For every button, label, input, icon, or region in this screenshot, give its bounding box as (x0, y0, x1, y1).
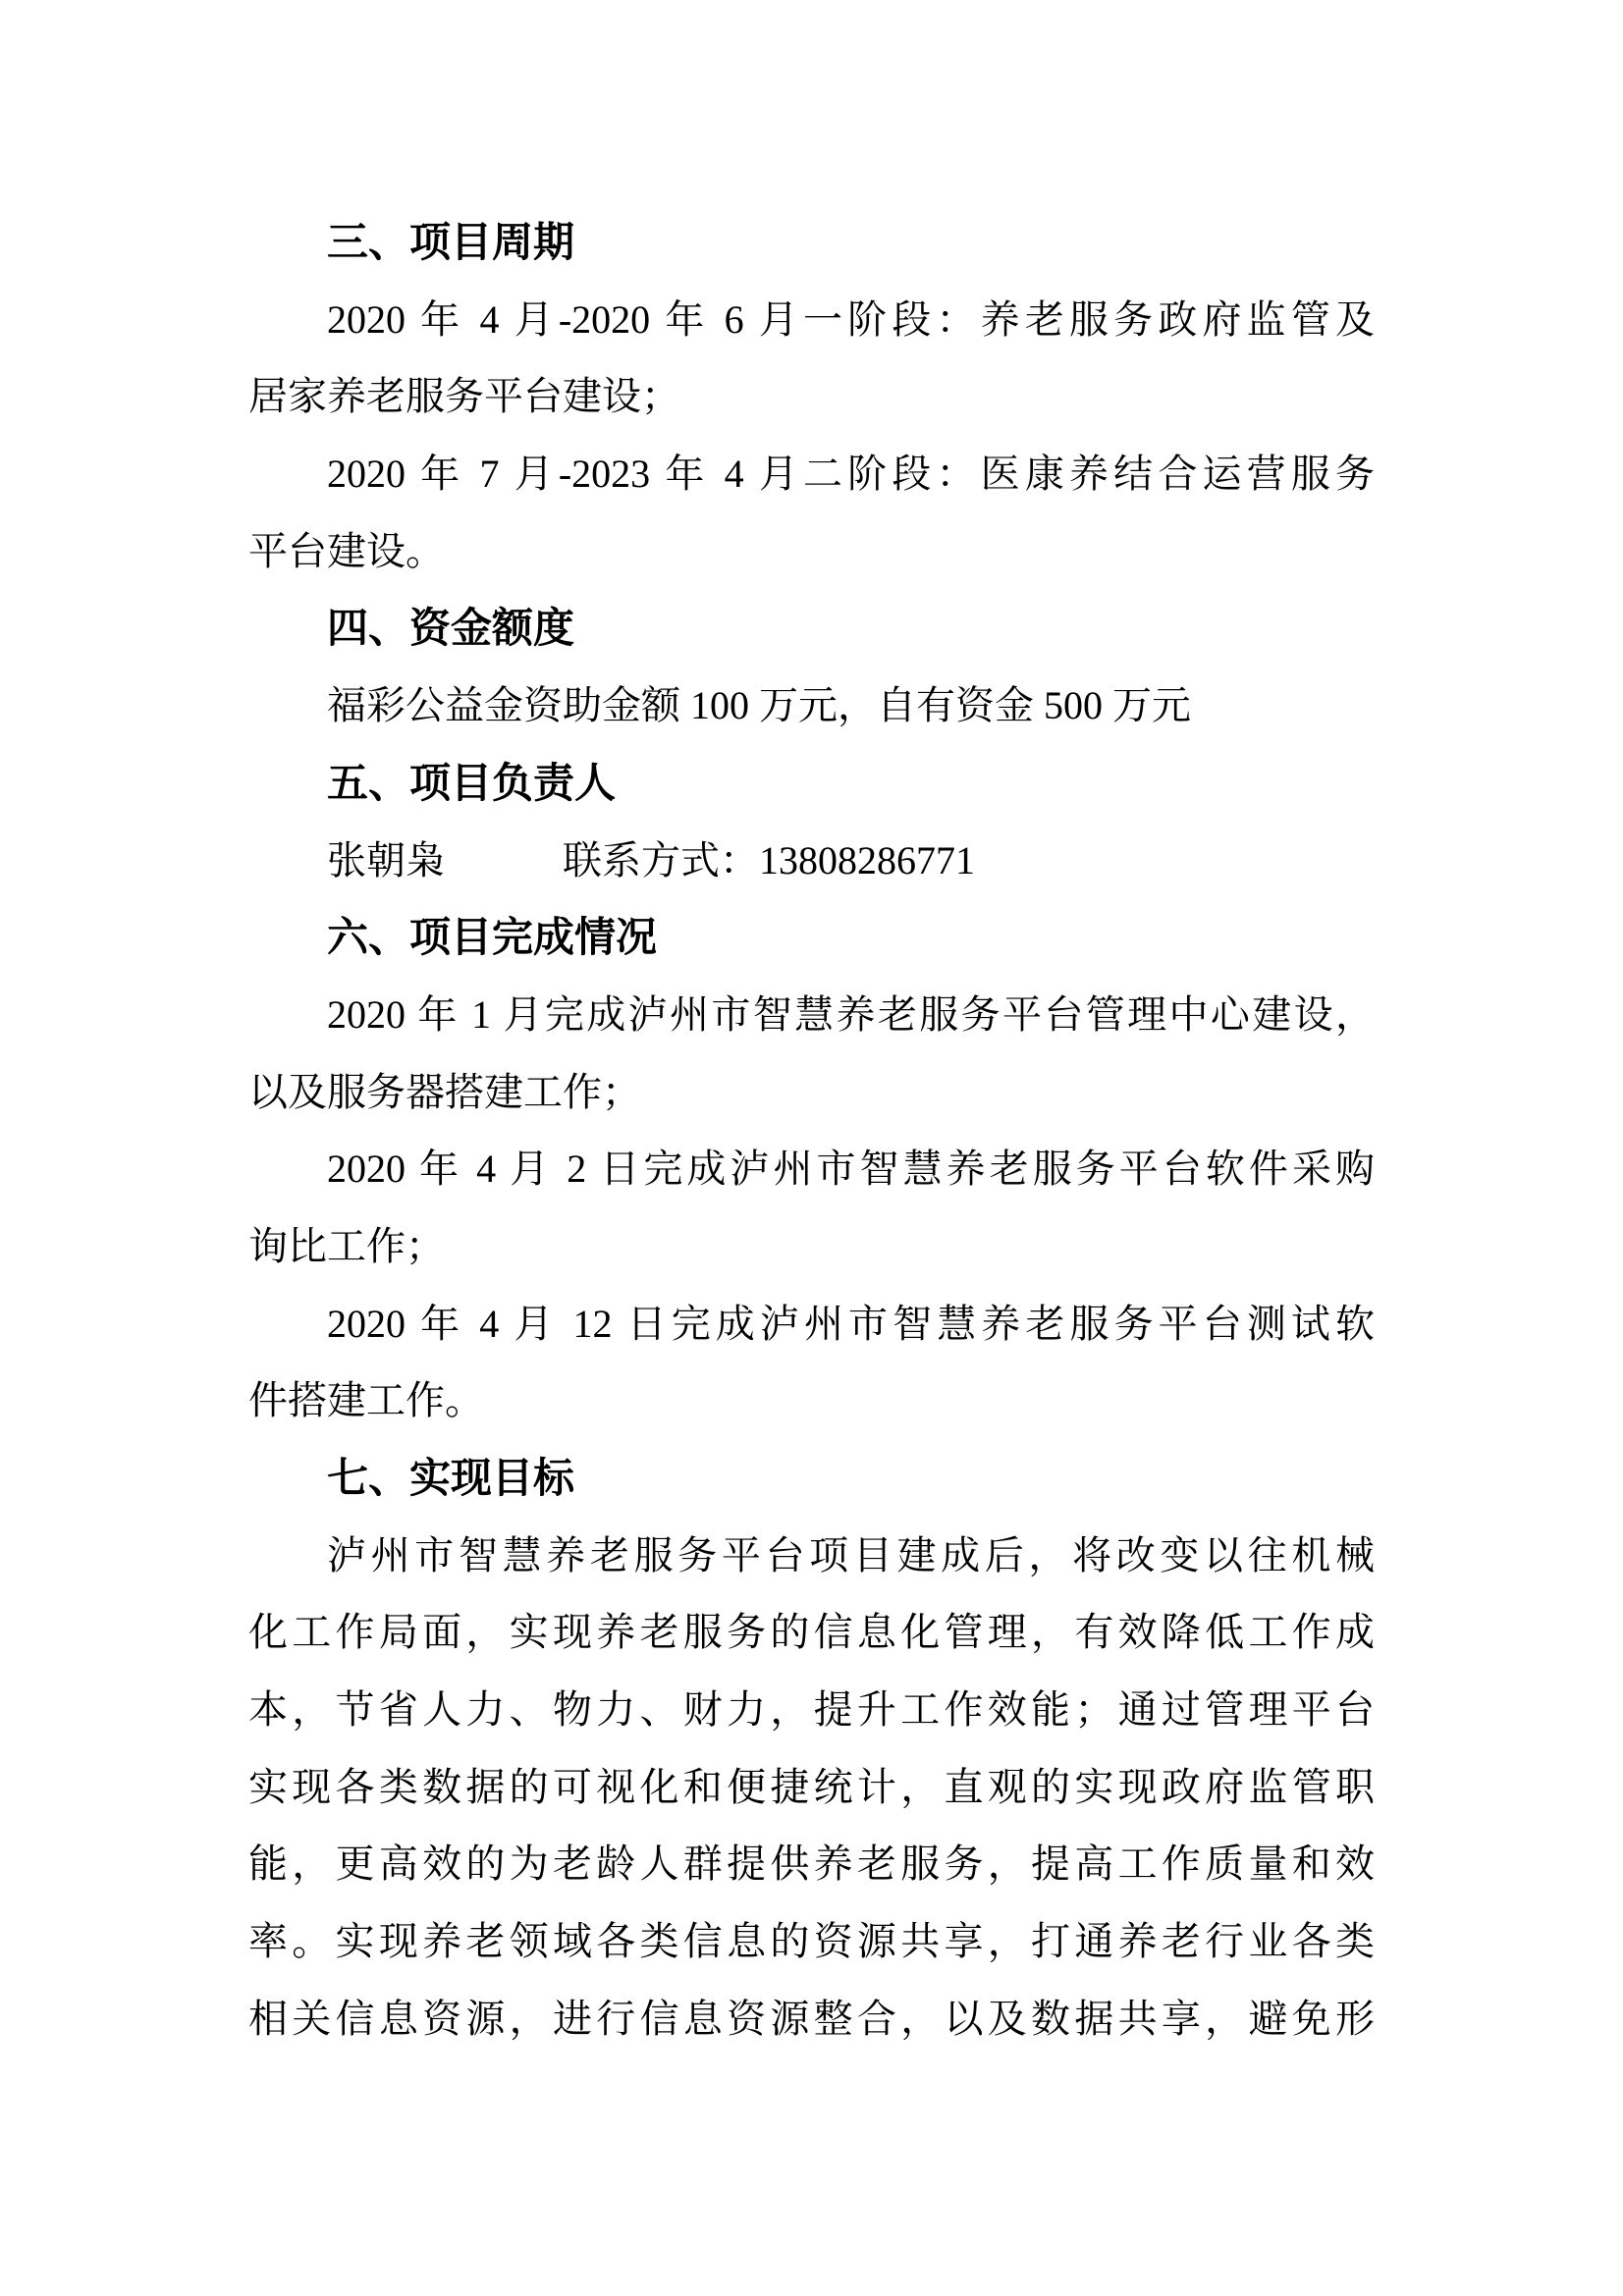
text-line: 2020 年 4 月 2 日完成泸州市智慧养老服务平台软件采购 (327, 1147, 1375, 1192)
text-line: 实现各类数据的可视化和便捷统计，直观的实现政府监管职 (248, 1764, 1375, 1809)
text-line: 率。实现养老领域各类信息的资源共享，打通养老行业各类 (248, 1919, 1375, 1964)
section-heading: 三、项目周期 (327, 219, 575, 265)
text-line: 件搭建工作。 (248, 1378, 484, 1423)
text-line: 2020 年 4 月-2020 年 6 月一阶段：养老服务政府监管及 (327, 296, 1375, 342)
text-line: 居家养老服务平台建设； (248, 374, 680, 419)
document-body (248, 204, 1375, 2058)
section-heading: 七、实现目标 (327, 1455, 575, 1501)
text-line: 2020 年 7 月-2023 年 4 月二阶段：医康养结合运营服务 (327, 452, 1375, 497)
text-line: 福彩公益金资助金额 100 万元，自有资金 500 万元 (327, 683, 1191, 728)
section-heading: 五、项目负责人 (327, 759, 617, 806)
text-line: 以及服务器搭建工作； (248, 1069, 641, 1114)
text-line: 本，节省人力、物力、财力，提升工作效能；通过管理平台 (248, 1687, 1375, 1733)
text-line: 泸州市智慧养老服务平台项目建成后，将改变以往机械 (327, 1532, 1375, 1577)
text-line: 能，更高效的为老龄人群提供养老服务，提高工作质量和效 (248, 1842, 1375, 1887)
text-line: 平台建设。 (248, 528, 445, 573)
text-line: 2020 年 1 月完成泸州市智慧养老服务平台管理中心建设， (327, 991, 1375, 1037)
text-line: 相关信息资源，进行信息资源整合，以及数据共享，避免形 (248, 1996, 1375, 2041)
text-line: 询比工作； (248, 1223, 445, 1268)
text-line: 张朝枭 联系方式：13808286771 (327, 837, 975, 882)
section-heading: 六、项目完成情况 (327, 914, 658, 961)
text-line: 化工作局面，实现养老服务的信息化管理，有效降低工作成 (248, 1610, 1375, 1655)
text-line: 2020 年 4 月 12 日完成泸州市智慧养老服务平台测试软 (327, 1301, 1375, 1346)
section-heading: 四、资金额度 (327, 605, 575, 652)
